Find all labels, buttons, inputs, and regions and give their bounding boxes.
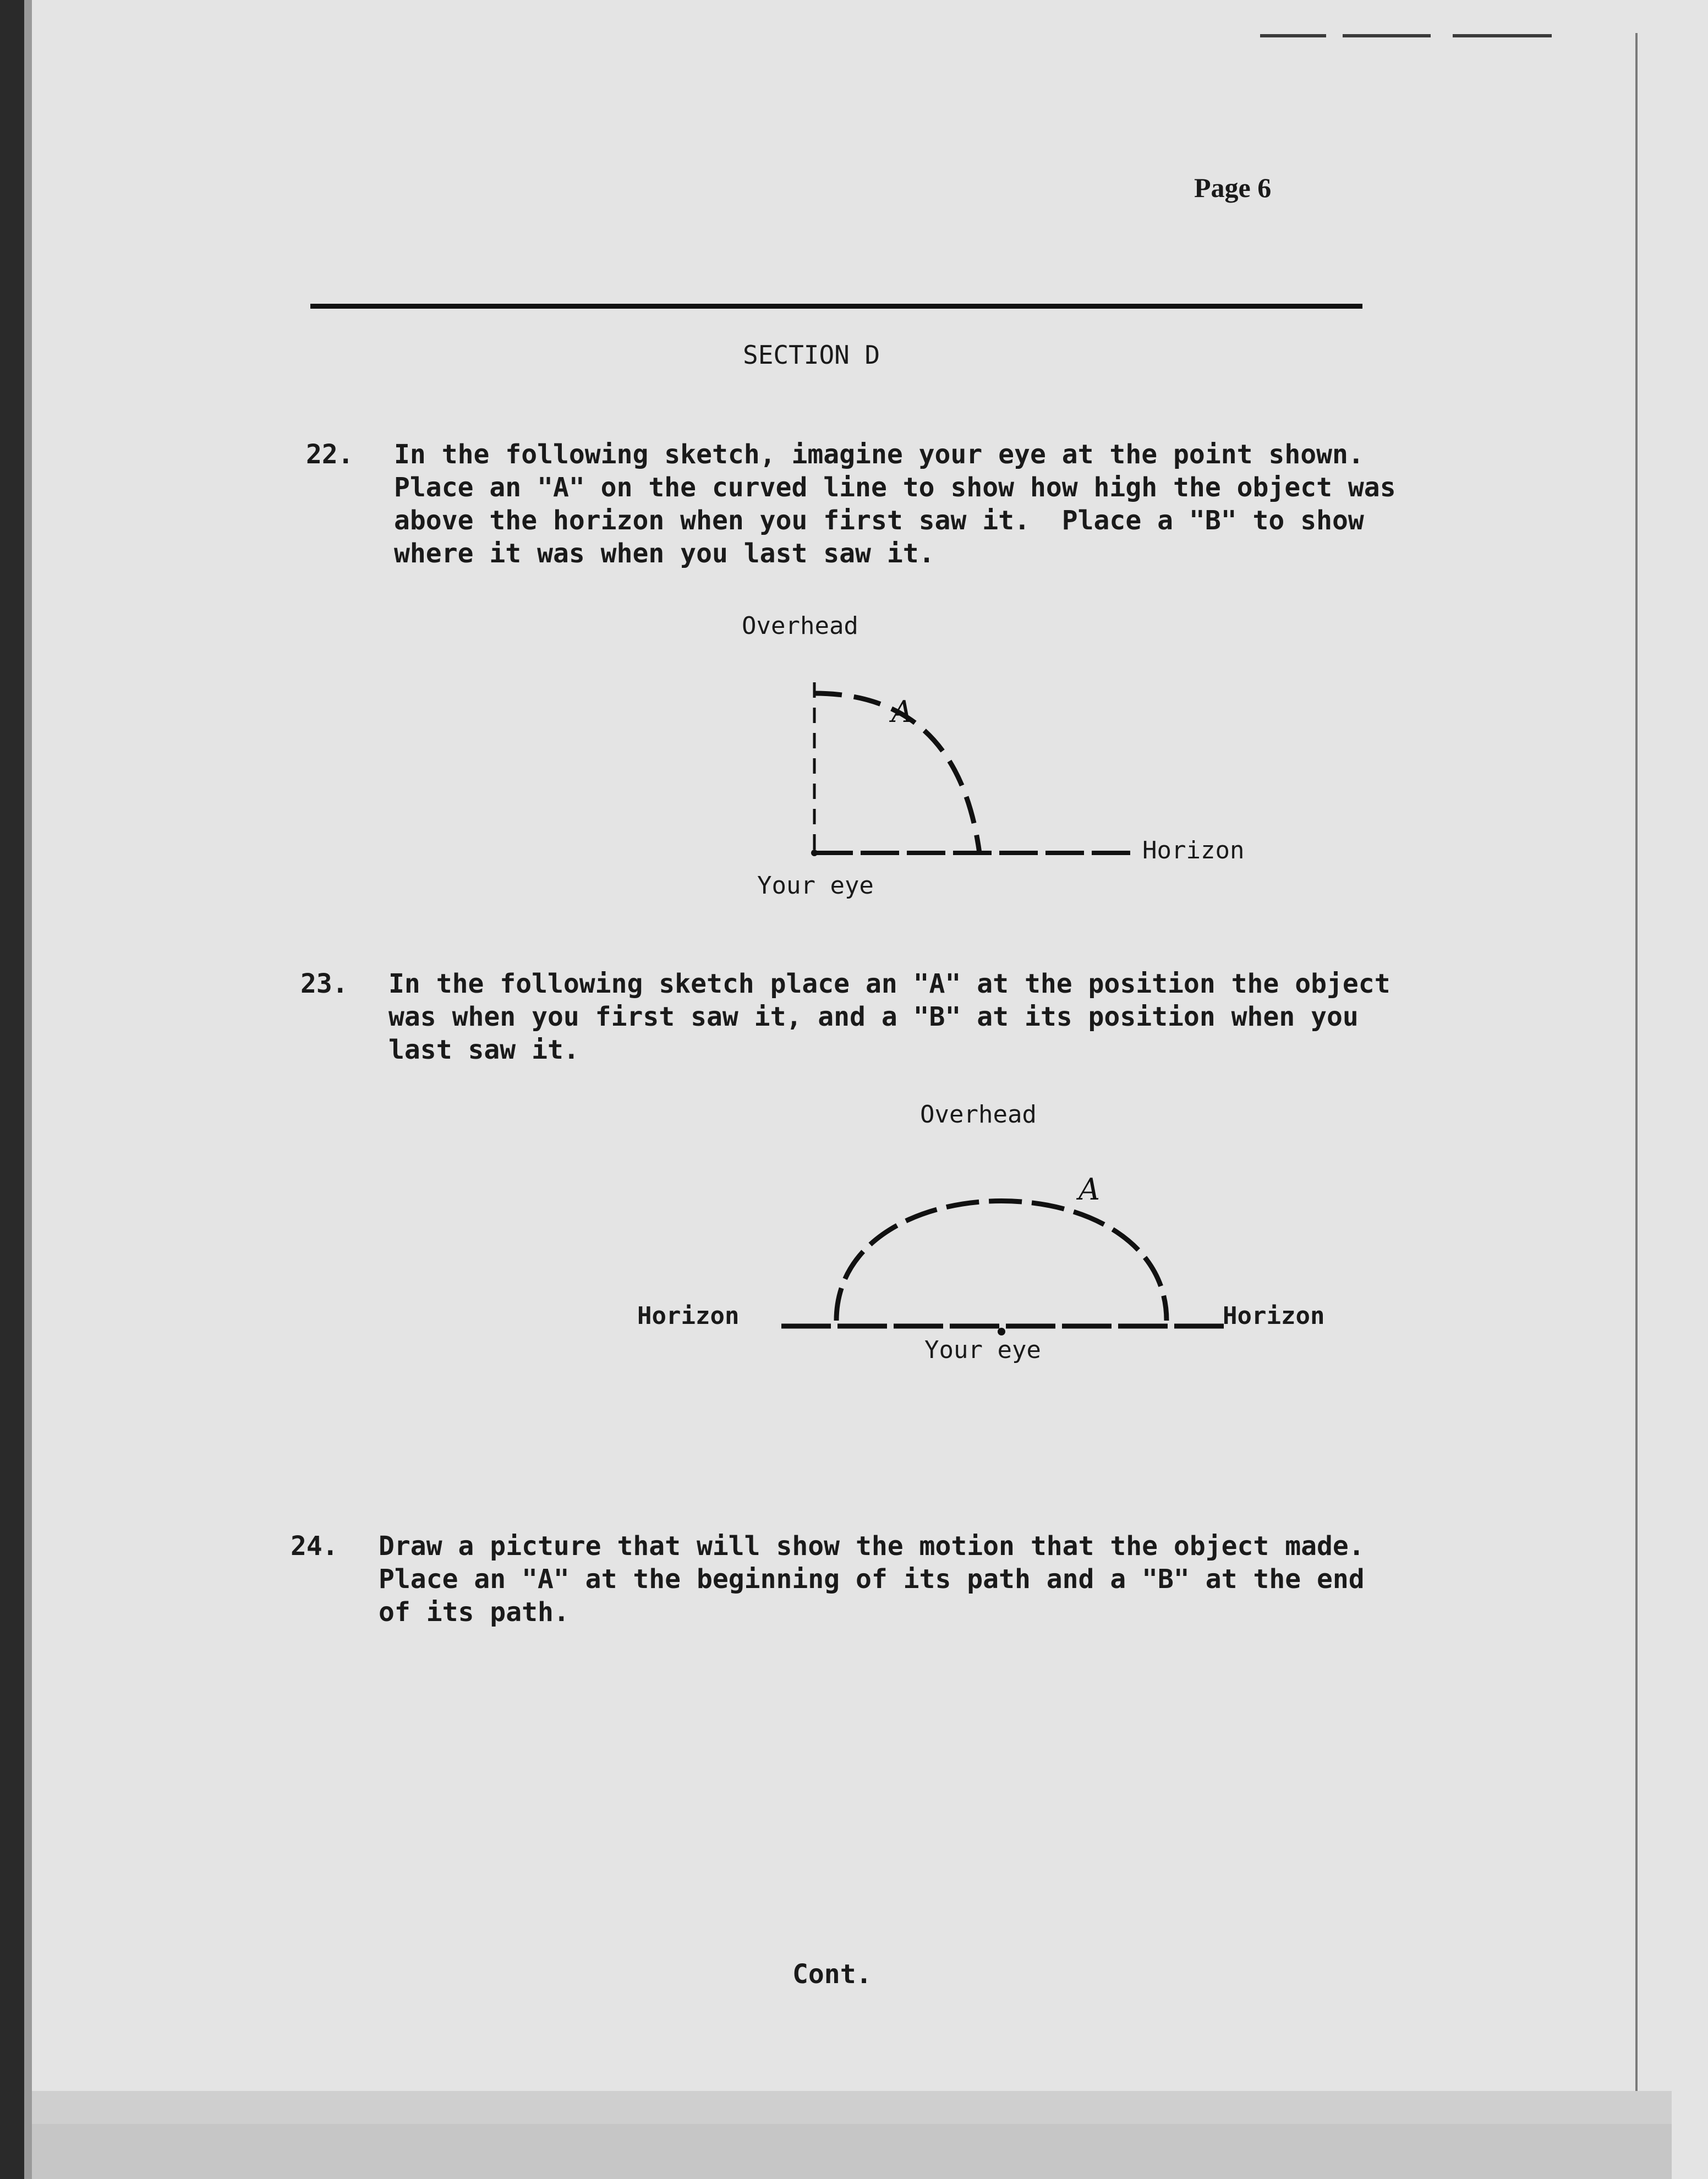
question-line: last saw it. xyxy=(388,1034,579,1065)
section-divider xyxy=(310,304,1362,309)
page-number: Page 6 xyxy=(1194,172,1272,203)
section-title: SECTION D xyxy=(743,340,880,370)
your-eye-label: Your eye xyxy=(924,1336,1041,1364)
scan-artifact xyxy=(1260,34,1326,37)
question-number: 24. xyxy=(291,1531,338,1562)
question-line: of its path. xyxy=(379,1597,570,1628)
question-line: where it was when you last saw it. xyxy=(394,538,935,569)
eye-point xyxy=(998,1328,1005,1335)
question-number: 22. xyxy=(306,439,354,470)
scan-left-edge xyxy=(0,0,24,2179)
scan-artifact xyxy=(1343,34,1431,37)
your-eye-label: Your eye xyxy=(757,872,874,900)
overhead-label: Overhead xyxy=(920,1101,1037,1129)
quarter-arc-diagram xyxy=(792,671,1145,880)
question-line: was when you first saw it, and a "B" at its position when you xyxy=(388,1001,1359,1032)
semicircle-diagram xyxy=(770,1145,1255,1343)
answer-mark-a: A xyxy=(891,694,913,729)
scan-right-edge xyxy=(1635,33,1638,2091)
question-line: In the following sketch, imagine your eye at the point shown. xyxy=(394,439,1364,470)
question-line: Place an "A" at the beginning of its path and a "B" at the end xyxy=(379,1564,1365,1595)
question-line: above the horizon when you first saw it. Place a "B" to show xyxy=(394,505,1364,536)
answer-mark-a: A xyxy=(1079,1172,1100,1207)
scan-bottom-band xyxy=(32,2091,1672,2124)
eye-point xyxy=(811,850,818,856)
scan-left-shadow xyxy=(24,0,32,2179)
continued-note: Cont. xyxy=(792,1959,872,1990)
question-line: Draw a picture that will show the motion that the object made. xyxy=(379,1531,1365,1562)
horizon-left-label: Horizon xyxy=(637,1302,740,1330)
overhead-label: Overhead xyxy=(742,612,858,640)
scan-artifact xyxy=(1453,34,1552,37)
question-line: Place an "A" on the curved line to show how high the object was xyxy=(394,472,1396,503)
horizon-right-label: Horizon xyxy=(1223,1302,1325,1330)
scan-bottom-margin xyxy=(32,2124,1672,2179)
question-number: 23. xyxy=(300,968,348,999)
horizon-label: Horizon xyxy=(1142,836,1245,864)
sky-arc xyxy=(836,1201,1167,1321)
question-line: In the following sketch place an "A" at the position the object xyxy=(388,968,1391,999)
